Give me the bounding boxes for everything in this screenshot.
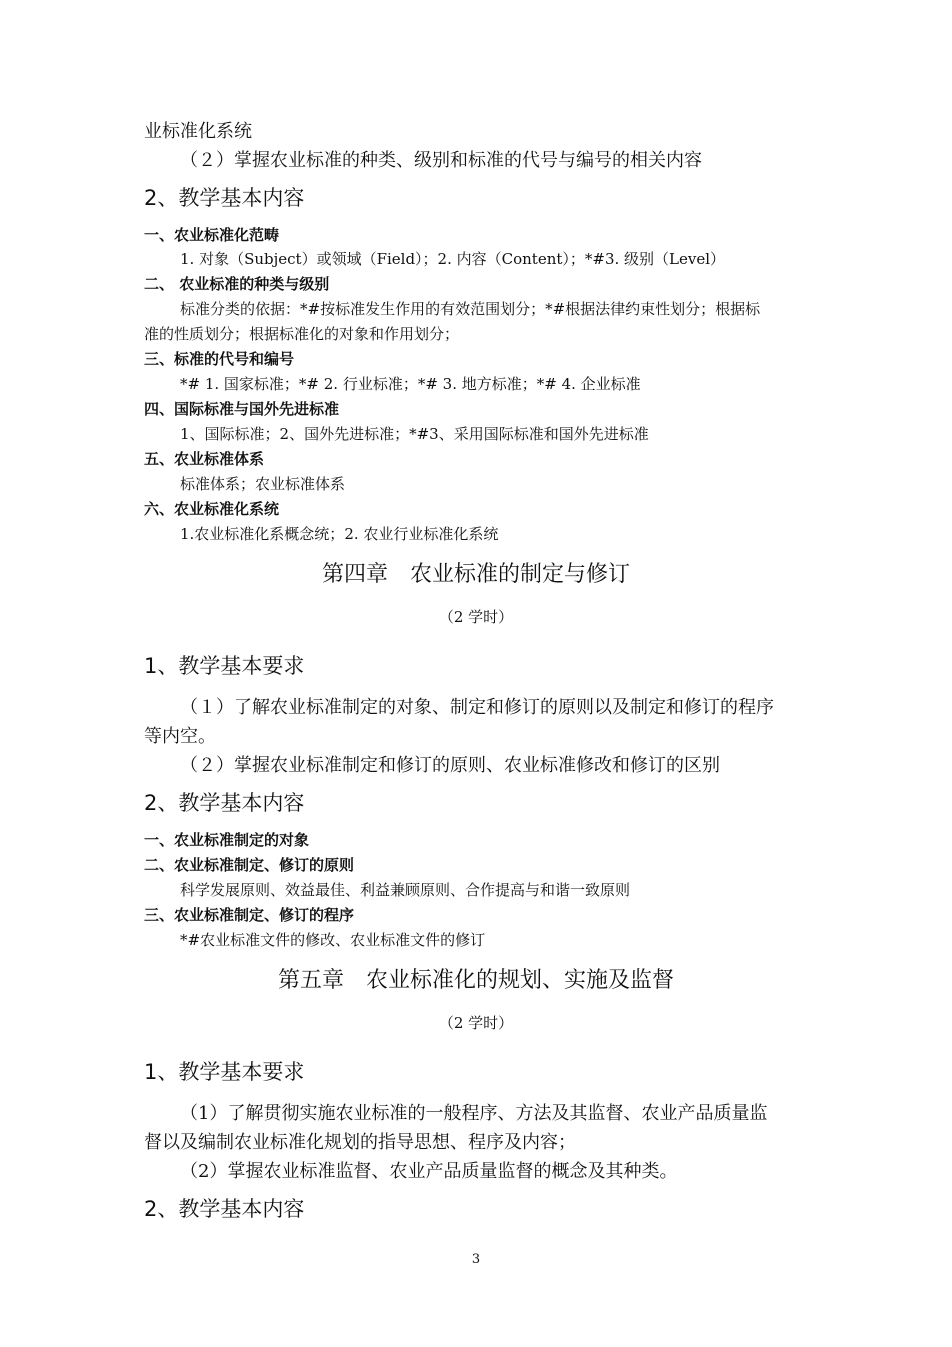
continuation-line: 业标准化系统 [144, 121, 252, 142]
section-heading-content: 2、教学基本内容 [144, 1197, 305, 1221]
subsection-title: 四、国际标准与国外先进标准 [144, 400, 340, 418]
requirement-1-cont: 等内空。 [144, 726, 216, 747]
page-number: 3 [471, 1252, 481, 1267]
subsection-text: 准的性质划分；根据标准化的对象和作用划分； [144, 325, 460, 343]
subsection-text: 1.农业标准化系概念统；2. 农业行业标准化系统 [180, 525, 499, 543]
requirement-2: （2）掌握农业标准监督、农业产品质量监督的概念及其种类。 [180, 1161, 678, 1182]
section-heading-requirements: 1、教学基本要求 [144, 1060, 305, 1084]
requirement-1-cont: 督以及编制农业标准化规划的指导思想、程序及内容； [144, 1132, 576, 1153]
subsection-text: *#农业标准文件的修改、农业标准文件的修订 [180, 931, 486, 949]
subsection-title: 三、标准的代号和编号 [144, 350, 295, 368]
requirement-1: （１）了解农业标准制定的对象、制定和修订的原则以及制定和修订的程序 [180, 697, 774, 718]
section-heading-content: 2、教学基本内容 [144, 791, 305, 815]
chapter-hours: （2 学时） [438, 608, 514, 626]
subsection-title: 二、农业标准制定、修订的原则 [144, 856, 355, 874]
subsection-title: 二、 农业标准的种类与级别 [144, 275, 330, 293]
subsection-title: 五、农业标准体系 [144, 450, 265, 468]
chapter-title: 第五章 农业标准化的规划、实施及监督 [277, 968, 674, 993]
objective-2: （２）掌握农业标准的种类、级别和标准的代号与编号的相关内容 [180, 150, 702, 171]
chapter-hours: （2 学时） [438, 1014, 514, 1032]
subsection-text: 标准分类的依据：*#按标准发生作用的有效范围划分；*#根据法律约束性划分；根据标 [180, 300, 761, 318]
subsection-text: 科学发展原则、效益最佳、利益兼顾原则、合作提高与和谐一致原则 [180, 881, 631, 899]
subsection-text: 1. 对象（Subject）或领域（Field）；2. 内容（Content）；*#3. 级别（Level） [180, 250, 726, 268]
subsection-text: *# 1. 国家标准；*# 2. 行业标准；*# 3. 地方标准；*# 4. 企业标准 [180, 375, 641, 393]
subsection-text: 1、国际标准；2、国外先进标准；*#3、采用国际标准和国外先进标准 [180, 425, 649, 443]
subsection-title: 三、农业标准制定、修订的程序 [144, 906, 355, 924]
chapter-title: 第四章 农业标准的制定与修订 [321, 562, 630, 587]
section-heading-requirements: 1、教学基本要求 [144, 654, 305, 678]
subsection-title: 六、农业标准化系统 [144, 500, 280, 518]
subsection-text: 标准体系；农业标准体系 [180, 475, 346, 493]
requirement-1: （1）了解贯彻实施农业标准的一般程序、方法及其监督、农业产品质量监 [180, 1103, 768, 1124]
requirement-2: （２）掌握农业标准制定和修订的原则、农业标准修改和修订的区别 [180, 755, 720, 776]
section-heading-content: 2、教学基本内容 [144, 186, 305, 210]
subsection-title: 一、农业标准制定的对象 [144, 831, 310, 849]
subsection-title: 一、农业标准化范畴 [144, 226, 280, 244]
